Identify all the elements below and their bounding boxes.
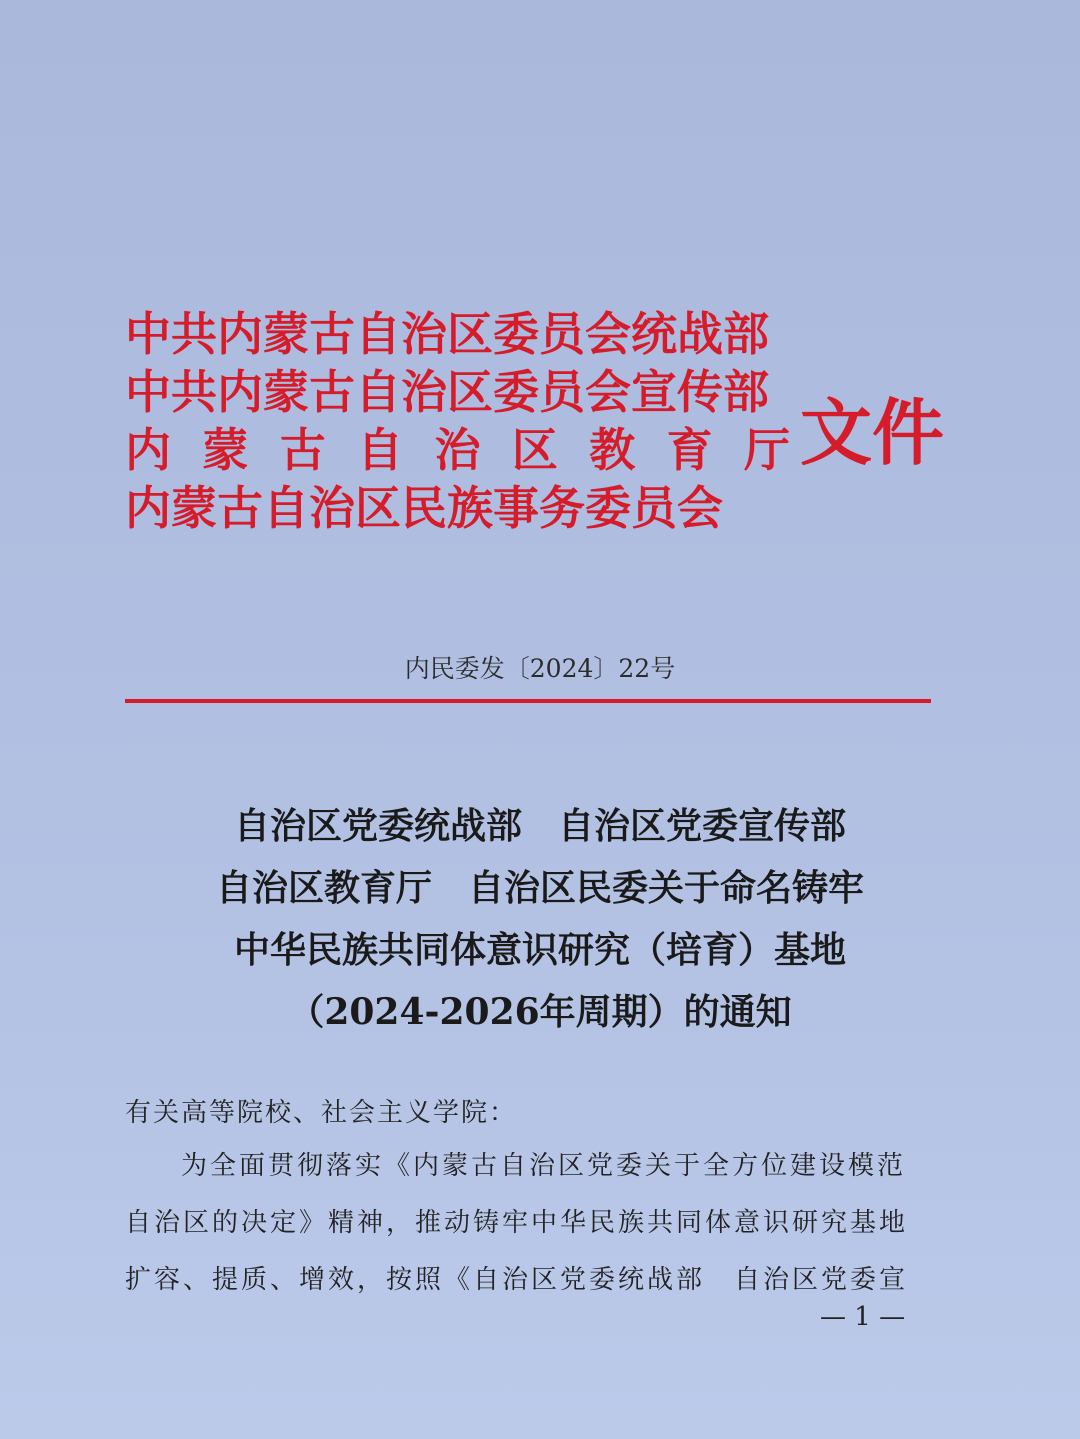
notice-body	[125, 1088, 930, 1309]
org-line-education-char: 育	[666, 423, 713, 477]
issuing-organizations-header	[125, 305, 945, 555]
paragraph-line: 为全面贯彻落实《内蒙古自治区党委关于全方位建设模范	[181, 1151, 907, 1181]
org-line-education-char: 自	[357, 423, 404, 477]
title-line-2: 自治区教育厅 自治区民委关于命名铸牢	[215, 867, 864, 909]
notice-title	[120, 795, 960, 1043]
paragraph-line: 自治区的决定》精神，推动铸牢中华民族共同体意识研究基地	[125, 1208, 909, 1238]
org-line-united-front: 中共内蒙古自治区委员会统战部	[125, 307, 769, 361]
document-number: 内民委发〔2024〕22号	[404, 654, 676, 683]
paragraph-line: 扩容、提质、增效，按照《自治区党委统战部 自治区党委宣	[125, 1265, 909, 1295]
salutation: 有关高等院校、社会主义学院：	[125, 1098, 518, 1128]
org-line-education-char: 区	[511, 423, 558, 477]
title-line-4: （2024-2026年周期）的通知	[288, 991, 792, 1033]
org-line-ethnic-affairs: 内蒙古自治区民族事务委员会	[125, 481, 723, 535]
org-line-education-char: 古	[279, 423, 326, 477]
title-line-3: 中华民族共同体意识研究（培育）基地	[233, 929, 846, 971]
org-line-publicity: 中共内蒙古自治区委员会宣传部	[125, 365, 769, 419]
org-line-education-char: 内	[125, 423, 171, 477]
title-line-1: 自治区党委统战部 自治区党委宣传部	[233, 805, 846, 847]
org-line-education	[125, 421, 790, 479]
org-line-education-char: 治	[434, 423, 481, 477]
document-label: 文件	[800, 390, 945, 475]
org-line-education-char: 教	[589, 423, 636, 477]
organization-list	[125, 305, 790, 537]
org-line-education-char: 厅	[744, 423, 790, 477]
page-number: — 1 —	[820, 1302, 906, 1332]
red-divider-line	[125, 699, 931, 703]
org-line-education-char: 蒙	[202, 423, 249, 477]
